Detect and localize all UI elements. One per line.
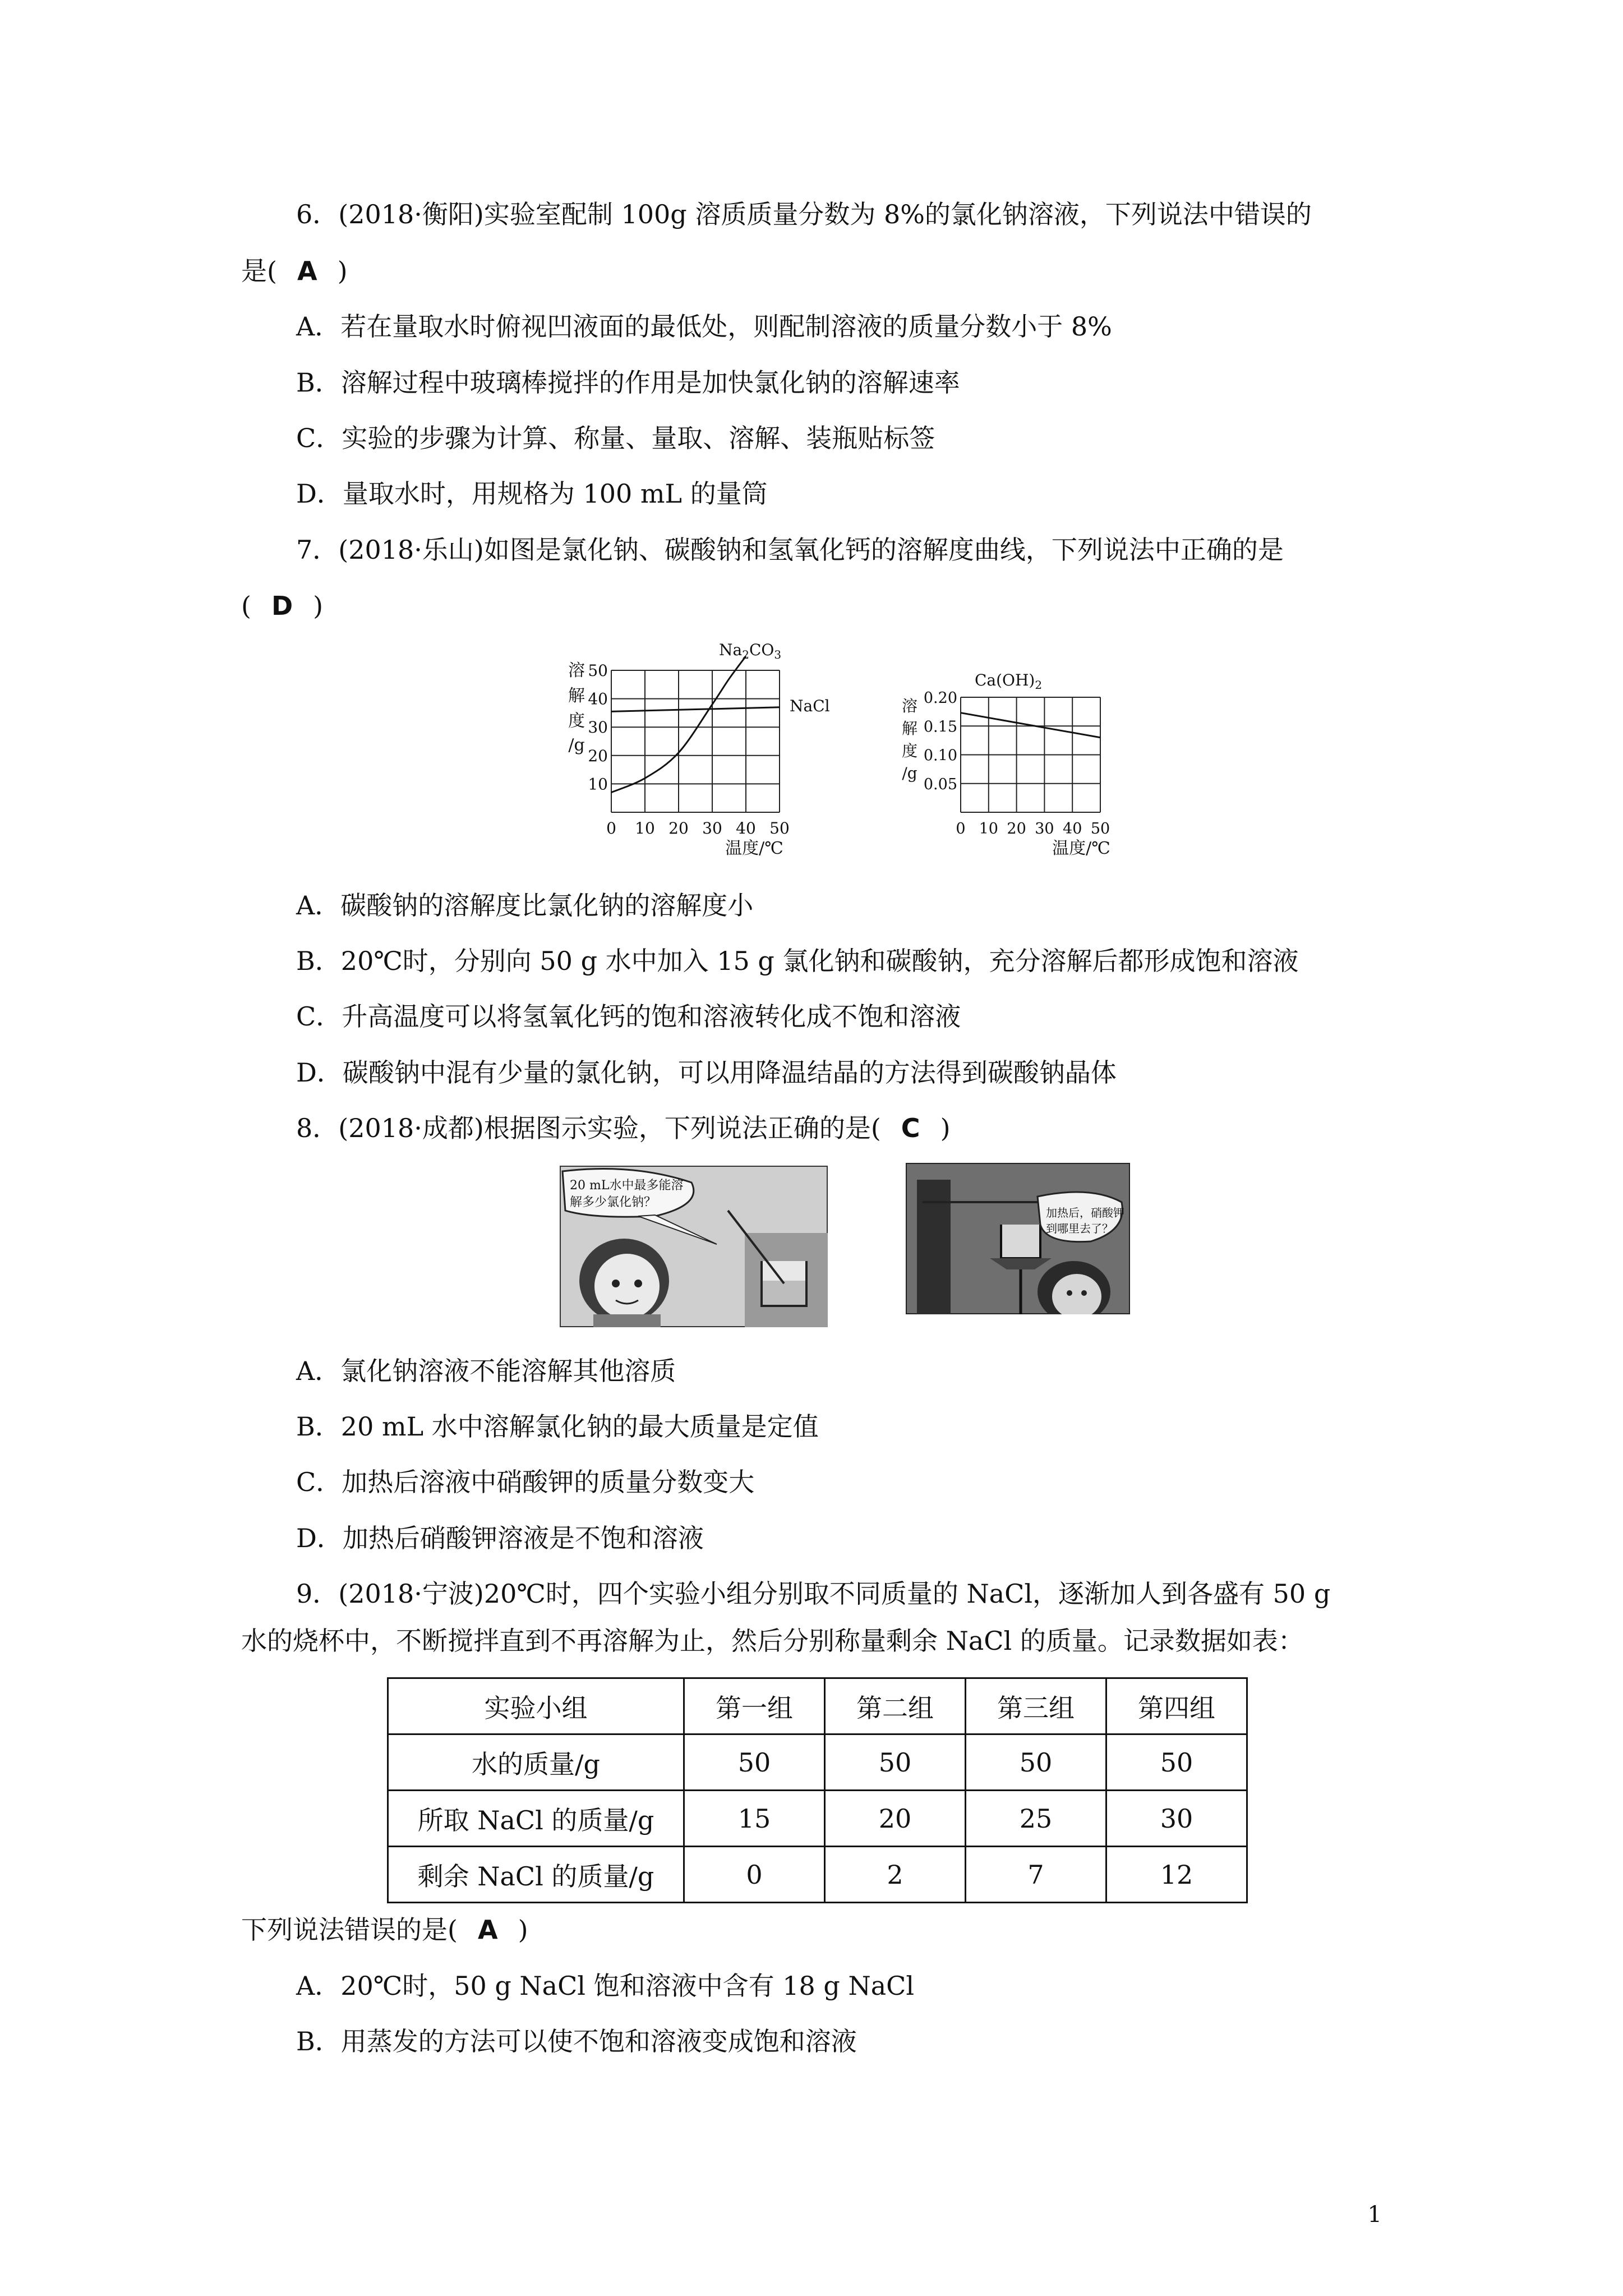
q6-stem-suffix: )	[337, 256, 348, 286]
q7-answer: D	[271, 591, 293, 621]
c2-ytick-label: 0.15	[923, 718, 957, 736]
table-cell: 50	[1106, 1734, 1247, 1791]
table-header-cell: 第二组	[825, 1678, 966, 1734]
q8-option-c: C．加热后溶液中硝酸钾的质量分数变大	[296, 1467, 755, 1497]
c2-xtick-label: 20	[1007, 820, 1026, 838]
c1-ylabel-3: 度	[568, 711, 585, 731]
table-cell: 30	[1106, 1791, 1247, 1847]
c2-xtick-label: 10	[979, 820, 998, 838]
c2-ytick-label: 0.10	[923, 747, 957, 765]
c2-xlabel: 温度/℃	[1052, 839, 1110, 858]
q6-stem-line1: 6．(2018·衡阳)实验室配制 100g 溶质质量分数为 8%的氯化钠溶液，下列说法中错误的	[296, 199, 1312, 229]
c2-ylabel-1: 溶	[901, 697, 918, 715]
c2-xtick-label: 0	[956, 820, 966, 838]
c1-series-label-nacl: NaCl	[790, 697, 830, 715]
q9-option-b: B．用蒸发的方法可以使不饱和溶液变成饱和溶液	[296, 2026, 857, 2056]
c2-xtick-label: 30	[1035, 820, 1054, 838]
q6-stem-prefix: 是(	[241, 256, 277, 286]
q9-option-a: A．20℃时，50 g NaCl 饱和溶液中含有 18 g NaCl	[296, 1971, 915, 2001]
q7-stem-line1: 7．(2018·乐山)如图是氯化钠、碳酸钠和氢氧化钙的溶解度曲线，下列说法中正确的是	[296, 535, 1284, 565]
c1-xtick-label: 50	[769, 819, 790, 838]
c1-xtick-label: 0	[606, 819, 616, 838]
c1-xtick-label: 30	[702, 819, 722, 838]
q8-stem	[296, 1111, 951, 1145]
table-row	[388, 1734, 1247, 1791]
q7-option-c: C．升高温度可以将氢氧化钙的饱和溶液转化成不饱和溶液	[296, 1001, 961, 1032]
q7-stem-prefix: (	[241, 591, 251, 621]
table-header-cell: 第四组	[1106, 1678, 1247, 1734]
c1-ytick-label: 40	[588, 689, 608, 708]
table-header-cell: 实验小组	[388, 1678, 684, 1734]
c2-series-line-0	[961, 713, 1100, 738]
q6-answer: A	[297, 256, 317, 286]
q9-stem-prefix: 下列说法错误的是(	[241, 1915, 458, 1945]
q6-option-c: C．实验的步骤为计算、称量、量取、溶解、装瓶贴标签	[296, 423, 935, 453]
table-cell: 剩余 NaCl 的质量/g	[388, 1847, 684, 1903]
table-cell: 2	[825, 1847, 966, 1903]
experiment-photo-kno3	[906, 1163, 1130, 1314]
q8-stem-prefix: 8．(2018·成都)根据图示实验，下列说法正确的是(	[296, 1113, 881, 1143]
c2-ytick-label: 0.05	[923, 775, 957, 793]
q7-option-a: A．碳酸钠的溶解度比氯化钠的溶解度小	[296, 890, 754, 921]
table-row	[388, 1791, 1247, 1847]
q8-option-d: D．加热后硝酸钾溶液是不饱和溶液	[296, 1523, 704, 1553]
experiment-photo-nacl	[560, 1166, 828, 1327]
q6-option-b: B．溶解过程中玻璃棒搅拌的作用是加快氯化钠的溶解速率	[296, 367, 960, 398]
photo2-bubble-line1: 加热后，硝酸钾	[1046, 1206, 1124, 1220]
photo2-bubble-line2: 到哪里去了？	[1046, 1222, 1113, 1235]
table-cell: 15	[684, 1791, 825, 1847]
photo1-bubble-line2: 解多少氯化钠？	[570, 1195, 657, 1209]
q6-option-d: D．量取水时，用规格为 100 mL 的量筒	[296, 478, 768, 509]
c2-xtick-label: 40	[1063, 820, 1082, 838]
photo1-bubble-line1: 20 mL水中最多能溶	[570, 1179, 684, 1193]
table-cell: 25	[966, 1791, 1106, 1847]
q9-stem-suffix: )	[518, 1915, 528, 1945]
c1-xlabel: 温度/℃	[725, 839, 783, 858]
table-header-row	[388, 1678, 1247, 1734]
q7-option-d: D．碳酸钠中混有少量的氯化钠，可以用降温结晶的方法得到碳酸钠晶体	[296, 1057, 1117, 1088]
c1-ytick-label: 20	[588, 746, 608, 765]
c2-ylabel-2: 解	[901, 719, 918, 738]
c1-ytick-label: 50	[588, 661, 608, 680]
q9-data-table	[387, 1677, 1248, 1903]
c1-ytick-label: 30	[588, 718, 608, 737]
c1-ylabel-2: 解	[568, 686, 585, 706]
c1-series-label-na2co3: $Na_2CO_3$	[719, 641, 782, 661]
table-cell: 所取 NaCl 的质量/g	[388, 1791, 684, 1847]
c2-ylabel-3: 度	[901, 742, 918, 760]
q9-stem-line3	[241, 1913, 528, 1947]
q7-stem-line2	[241, 589, 323, 623]
c1-xtick-label: 40	[736, 819, 756, 838]
c2-xtick-label: 50	[1090, 820, 1110, 838]
c2-ylabel-4: /g	[902, 764, 917, 783]
table-header-cell: 第三组	[966, 1678, 1106, 1734]
q8-option-a: A．氯化钠溶液不能溶解其他溶质	[296, 1356, 676, 1386]
c2-ytick-label: 0.20	[923, 689, 957, 707]
table-cell: 50	[825, 1734, 966, 1791]
c1-xtick-label: 10	[635, 819, 655, 838]
table-cell: 20	[825, 1791, 966, 1847]
c1-series-line-1	[611, 707, 780, 712]
table-cell: 0	[684, 1847, 825, 1903]
table-header-cell: 第一组	[684, 1678, 825, 1734]
table-cell: 50	[966, 1734, 1106, 1791]
page-number: 1	[1367, 2202, 1382, 2228]
solubility-chart-caoh2	[886, 662, 1133, 858]
table-cell: 12	[1106, 1847, 1247, 1903]
c2-series-label-caoh2: $Ca(OH)_2$	[975, 671, 1043, 692]
q8-stem-suffix: )	[940, 1113, 951, 1143]
q9-stem-line1: 9．(2018·宁波)20℃时，四个实验小组分别取不同质量的 NaCl，逐渐加人到各盛有 50 g	[296, 1579, 1331, 1609]
c1-xtick-label: 20	[668, 819, 689, 838]
q9-stem-line2: 水的烧杯中，不断搅拌直到不再溶解为止，然后分别称量剩余 NaCl 的质量。记录数据如表：	[241, 1626, 1304, 1656]
table-cell: 50	[684, 1734, 825, 1791]
solubility-chart-nacl-na2co3	[555, 634, 869, 858]
q6-stem-line2	[241, 254, 348, 288]
table-cell: 水的质量/g	[388, 1734, 684, 1791]
table-row	[388, 1847, 1247, 1903]
q8-answer: C	[901, 1113, 920, 1143]
q6-option-a: A．若在量取水时俯视凹液面的最低处，则配制溶液的质量分数小于 8%	[296, 311, 1112, 342]
c1-ylabel-4: /g	[568, 735, 585, 755]
table-cell: 7	[966, 1847, 1106, 1903]
c1-ylabel-1: 溶	[568, 661, 585, 680]
q9-answer: A	[477, 1915, 498, 1945]
q7-stem-suffix: )	[313, 591, 324, 621]
q8-option-b: B．20 mL 水中溶解氯化钠的最大质量是定值	[296, 1411, 819, 1442]
c1-ytick-label: 10	[588, 775, 608, 794]
q7-option-b: B．20℃时，分别向 50 g 水中加入 15 g 氯化钠和碳酸钠，充分溶解后都形成饱和溶液	[296, 946, 1299, 976]
